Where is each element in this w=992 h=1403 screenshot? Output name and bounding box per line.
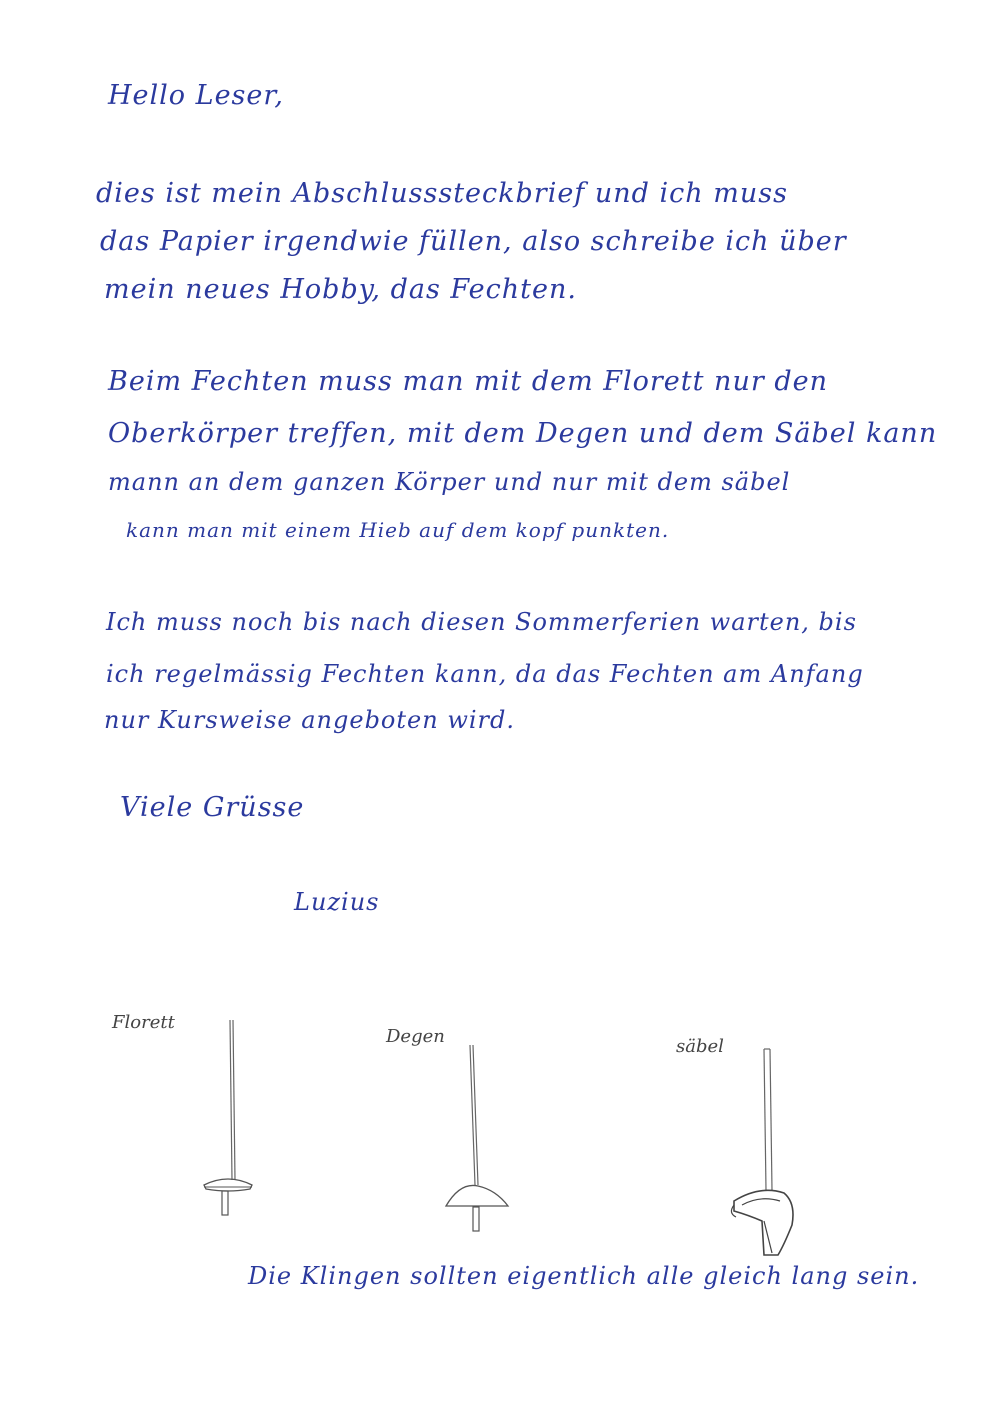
degen-drawing bbox=[440, 1040, 520, 1240]
paragraph3-line3: nur Kursweise angeboten wird. bbox=[104, 706, 515, 734]
paragraph3-line1: Ich muss noch bis nach diesen Sommerferien warten, bis bbox=[106, 608, 857, 636]
saebel-label: säbel bbox=[676, 1036, 724, 1057]
paragraph2-line1: Beim Fechten muss man mit dem Florett nur den bbox=[108, 366, 828, 397]
paragraph1-line3: mein neues Hobby, das Fechten. bbox=[104, 274, 577, 305]
florett-label: Florett bbox=[112, 1012, 175, 1033]
greeting: Hello Leser, bbox=[108, 80, 284, 111]
paragraph1-line1: dies ist mein Abschlusssteckbrief und ich muss bbox=[96, 178, 788, 209]
signature: Luzius bbox=[294, 888, 380, 916]
saebel-drawing bbox=[720, 1045, 810, 1265]
paragraph1-line2: das Papier irgendwie füllen, also schreibe ich über bbox=[100, 226, 847, 257]
paragraph2-line2: Oberkörper treffen, mit dem Degen und dem Säbel kann bbox=[108, 418, 938, 449]
paragraph2-line4: kann man mit einem Hieb auf dem kopf punkten. bbox=[126, 518, 670, 542]
drawing-caption: Die Klingen sollten eigentlich alle gleich lang sein. bbox=[248, 1262, 920, 1290]
closing: Viele Grüsse bbox=[120, 792, 305, 823]
paragraph3-line2: ich regelmässig Fechten kann, da das Fechten am Anfang bbox=[106, 660, 864, 688]
degen-label: Degen bbox=[386, 1026, 445, 1047]
paragraph2-line3: mann an dem ganzen Körper und nur mit dem säbel bbox=[108, 468, 791, 496]
florett-drawing bbox=[196, 1015, 256, 1220]
